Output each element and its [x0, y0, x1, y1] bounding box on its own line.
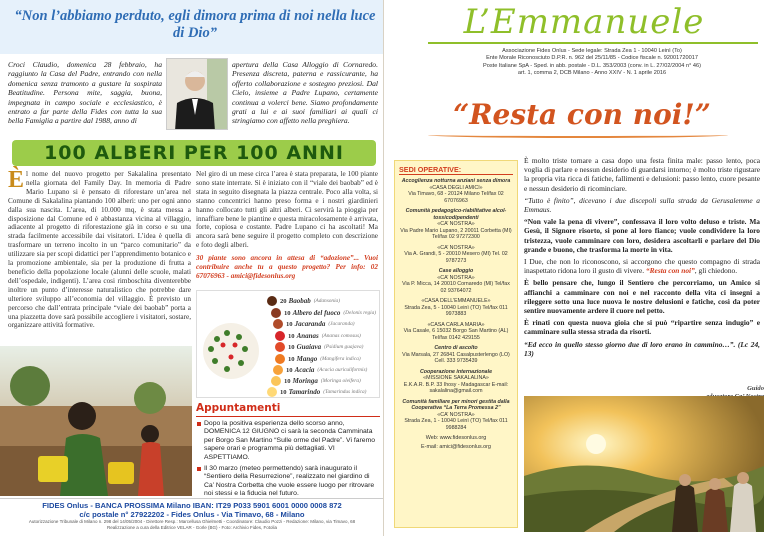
newsletter-title: L’Emmanuele — [463, 2, 705, 42]
legend-count: 10 — [286, 366, 293, 374]
legend-jacaranda — [273, 318, 355, 330]
location-name: «CASA DELL’EMMANUELE» — [421, 298, 491, 304]
paragraph-text: , gli chiedono. — [694, 266, 738, 276]
children-planting-photo — [0, 346, 192, 496]
location-entry — [399, 369, 513, 395]
email-link[interactable]: E-mail: amici@fidesonlus.org — [421, 443, 491, 450]
legend-count: 10 — [280, 388, 287, 396]
drop-cap: È — [8, 167, 25, 193]
legend-latin: (Acacia auriculiformis) — [317, 367, 368, 373]
legend-name: Mango — [296, 355, 318, 363]
legend-latin: (Ananas comosus) — [321, 333, 361, 339]
legend-name: Guaiava — [296, 343, 322, 351]
project-article-right — [196, 170, 378, 281]
website-link[interactable]: Web: www.fidesonlus.org — [425, 435, 487, 441]
location-entry — [399, 268, 513, 294]
location-category: Accoglienza notturna anziani senza dimora — [401, 178, 511, 184]
publication-info-line: Ente Morale Riconosciuto D.P.R. n. 962 del 25/11/85 - Codice fiscale n. 92001720017 — [486, 55, 698, 62]
banner-title: 100 ALBERI PER 100 ANNI — [44, 142, 344, 164]
legend-latin: (Psidium guajava) — [324, 344, 364, 350]
location-address: Via P. Micca, 14 20010 Cornaredo (MI) Tel/fax 02 93764072 — [402, 281, 510, 294]
publication-info-line: Poste Italiane SpA - Sped. in abb. postale - D.L. 353/2003 (conv. in L. 27/02/2004 n° 46) — [483, 62, 701, 69]
masthead-rule — [428, 42, 758, 44]
legend-baobab — [267, 295, 340, 307]
article-body-left: l nome del nuovo progetto per Sakalalina presentato nella giornata del Family Day. In memoria di Padre Mario Lupano si è pensato di riforestare un’area nel Comune di Sakalalina piantando 100 alberi: uno per ogni anno dalla sua nascita. L’area, di 10.000 mq, è stata messa a disposizione dal Comune ed è abbastanza vicina al villaggio, adiacente al progetto di riforestazione già in corso e su una strada facilmente accessibile dai visitatori. L’idea è quella di trasformare un terreno incolto in un “parco comunitario” da utilizzare sia per scopi didattici per l’apprendimento botanico e la promozione ambientale, sia per la produzione di frutta a beneficio della popolazione locale (alunni delle scuole, malati dell’ospedale, indigenti). L’area cosi rimboschita diventerebbe inoltre un punto d’interesse naturalistico che potrebbe dare ulteriore sviluppo all’economia del villaggio. È previsto un percorso che dall’entrata principale “viale dei baobab” porta a una piazzetta dove sarà possibile accogliere i visitatori, sostare, organizzare attività formative. — [8, 170, 191, 330]
legend-count: 10 — [284, 309, 291, 317]
editorial-paragraph: È rinati con questa nuova gioia che si può “ripartire senza indugio” e camminare sulla stessa strada da risorti. — [524, 318, 760, 337]
memorial-quote: “Non l’abbiamo perduto, egli dimora prima di noi nella luce di Dio” — [14, 8, 376, 41]
article-body-right: Nel giro di un mese circa l’area è stata preparata, le 100 piante sono state interrate. Si è iniziato con il “viale dei baobab” ed è stata in seguito disegnata la piazza centrale. Poco alla volta, si stanno concentrici hanno preso forma e i nostri giardinieri hanno collocato tutti gli altri alberi. Ci servirà la pioggia per innaffiare bene le piantine e questa miracolosamente è arrivata, forte, copiosa e costante. Padre Lupano ci ha ascoltati! Ma ancora sarà bene seguire il progetto completo con descrizione e foto degli alberi. — [196, 170, 378, 250]
location-address: Strada Zea, 5 - 10040 Leinì (TO) Tel/fax 011 9973883 — [404, 304, 508, 317]
legend-guaiava — [275, 341, 363, 353]
adoption-appeal: 30 piante sono ancora in attesa di “adozione”... Vuoi contribuire anche tu a questo progetto? Per info: 02 67076963 - amici@fidesonlus.org — [196, 254, 378, 280]
operating-locations-sidebar — [394, 160, 518, 528]
editorial-paragraph: È bello pensare che, lungo il Sentiero che percorriamo, un Amico si affianchi a camminare con noi e nel racconto della vita ci insegni a rileggere sotto una luce nuova le nostre delusioni e fatiche, così da poter sentire nuovamente ardere il cuore nel petto. — [524, 278, 760, 316]
legend-name: Albero del fuoco — [292, 309, 341, 317]
publication-info — [420, 48, 764, 78]
headline-swoosh — [428, 132, 728, 138]
location-name: «CA’ NOSTRA» — [437, 244, 475, 251]
editorial-headline: “Resta con noi!” — [453, 98, 711, 131]
location-category: Case alloggio — [438, 268, 474, 274]
author-name: Guido — [747, 385, 764, 392]
project-banner — [12, 140, 376, 166]
location-entry — [399, 178, 513, 204]
appointments-title: Appuntamenti — [196, 402, 380, 417]
location-address: Via Padre Mario Lupano, 2 20011 Corbetta (MI) Tel/fax 02 97272300 — [400, 227, 512, 240]
location-entry — [399, 245, 513, 265]
sidebar-title: SEDI OPERATIVE: — [399, 165, 513, 175]
legend-name: Jacaranda — [294, 320, 326, 328]
quote-header — [0, 0, 384, 54]
appointment-item: Dopo la positiva esperienza dello scorso anno, DOMENICA 12 GIUGNO ci sarà la seconda Camminata per Borgo San Martino “Sulle orme del Padre”. Vi faremo sapere orari e programma più dettagliati. VI ASPETTIAMO. — [196, 420, 380, 462]
legend-dot — [271, 308, 281, 318]
legend-dot — [275, 354, 285, 364]
bank-iban: FIDES Onlus - BANCA PROSSIMA Milano IBAN: IT29 P033 5901 6001 0000 0008 872 — [42, 501, 342, 510]
legend-dot — [267, 296, 277, 306]
legend-latin: (Delonix regia) — [343, 310, 377, 316]
legend-dot — [273, 319, 283, 329]
tree-species-legend — [196, 290, 380, 398]
legend-latin: (Jacaranda) — [328, 321, 355, 327]
paragraph-text: I Due, che non lo riconoscono, si accorgono che questo compagno di strada inaspettato ridona loro il gusto di vivere. — [524, 257, 760, 276]
location-name: «MISSIONE SAKALALINA» — [423, 375, 489, 381]
location-name: «CASA CARLA MARIA» — [427, 321, 485, 328]
appointment-item: Il 30 marzo (meteo permettendo) sarà inaugurato il “Sentiero della Resurrezione”, realizzato nel giardino di Ca’ Nostra Corbetta che vuole essere luogo per ritrovare noi stessi e la fiducia nel futuro. — [196, 465, 380, 499]
location-entry — [399, 208, 513, 241]
editorial-paragraph: È molto triste tornare a casa dopo una festa finita male: passo lento, poca voglia di parlare e nessun desiderio di guardarsi intorno; è molto triste rigustare la propria vita ricca di fatiche, fallimenti e delusioni: passo lento, cuore pesante e nessun desiderio di ricominciare. — [524, 156, 760, 193]
location-category: Centro di ascolto — [434, 345, 478, 351]
location-name: «CA’ NOSTRA» — [437, 274, 475, 281]
scripture-quote: “Ed ecco in quello stesso giorno due di loro erano in cammino…”. (Lc 24, 13) — [524, 339, 760, 358]
legend-dot — [267, 387, 277, 397]
legend-count: 10 — [288, 343, 295, 351]
editorial-paragraph — [524, 257, 760, 275]
legend-dot — [271, 376, 281, 386]
location-address: Strada Zea, 1 - 10040 Leinì (TO) Tel/fax 011 9988284 — [404, 418, 508, 431]
resta-con-noi-quote: “Resta con noi” — [645, 266, 695, 276]
location-address: Via Casale, 6 15032 Borgo San Martino (AL) Tel/fax 0142 429155 — [403, 328, 509, 341]
legend-dot — [275, 331, 285, 341]
newsletter-right-page — [384, 0, 768, 536]
legend-dot — [273, 365, 283, 375]
bank-footer — [0, 498, 384, 536]
obituary-text-left: Croci Claudio, domenica 28 febbraio, ha raggiunto la Casa del Padre, entrando con nella domenica senza tramonto a gustare la sospirata Beatitudine. Persona mite, saggia, buona, impegnata in campo sociale e ecclesiastico, è entrato a far parte della Fides con tutta la sua bella Famiglia a partire dal 1988, anno di — [8, 60, 162, 126]
location-entry — [399, 345, 513, 365]
project-article-left — [8, 167, 191, 330]
legend-dot — [275, 342, 285, 352]
location-name: «CASA DEGLI AMICI» — [429, 184, 483, 191]
legend-latin: (Adansonia) — [313, 298, 340, 304]
legend-latin: (Moringa oleifera) — [320, 378, 361, 384]
location-category: Comunità pedagogico-riabilitative alcol-tossicodipendenti — [405, 208, 507, 221]
location-address: Via Timavo, 68 - 20124 Milano Tel/fax 02 67076963 — [408, 191, 504, 204]
obituary-portrait — [166, 58, 228, 130]
legend-name: Moringa — [292, 377, 318, 385]
publication-info-line: Associazione Fides Onlus - Sede legale: Strada Zea 1 - 10040 Leinì (To) — [502, 48, 682, 54]
legend-count: 20 — [280, 297, 287, 305]
legend-count: 10 — [284, 377, 291, 385]
road-to-emmaus-painting — [524, 396, 764, 532]
publication-info-line: art. 1, comma 2, DCB Milano - Anno XXIV - N. 1 aprile 2016 — [517, 70, 667, 77]
legend-count: 10 — [288, 355, 295, 363]
production-credits: Realizzazione a cura della Editrice VELAR - Gorle (BG) - Foto: Archivio Fides, Fotolia — [106, 525, 278, 530]
legend-name: Acacia — [294, 366, 315, 374]
location-address: Via A. Grandi, 5 - 20010 Mesero (MI) Tel. 02 9787273 — [404, 251, 508, 264]
editorial-paragraph: “Tutto è finito”, dicevano i due discepoli sulla strada da Gerusalemme a Emmaus. — [524, 195, 760, 215]
location-entry — [399, 399, 513, 432]
location-entry — [399, 298, 513, 318]
masthead — [384, 0, 768, 100]
postal-account: c/c postale n° 27922202 - Fides Onlus - Via Timavo, 68 - Milano — [79, 510, 305, 519]
legend-count: 10 — [288, 332, 295, 340]
location-category: Cooperazione internazionale — [419, 368, 493, 375]
obituary-text-right: apertura della Casa Alloggio di Cornaredo. Presenza discreta, paterna e rassicurante, ha offerto collaborazione e sostegno preziosi. Dal Cielo, insieme a Padre Lupano, certamente continua a volerci bene. Siamo profondamente grati a lui e ai suoi familiari ai quali ci stringiamo con affetto nella preghiera. — [232, 60, 378, 126]
legend-name: Ananas — [296, 332, 319, 340]
legend-name: Baobab — [288, 297, 311, 305]
appointments-box — [196, 402, 380, 500]
location-category: Comunità familiare per minori gestita dalla Cooperativa “La Terra Promessa 2” — [402, 398, 510, 411]
location-address: Via Marsala, 27 26841 Casalpusterlengo (LO) Cell. 333 9735439 — [402, 351, 510, 364]
legend-latin: (Tamarindus indica) — [323, 389, 367, 395]
legend-tamarindo — [267, 386, 366, 398]
location-entry — [399, 322, 513, 342]
location-name: «CA’ NOSTRA» — [437, 411, 475, 418]
editorial-body — [524, 156, 760, 361]
legend-count: 10 — [286, 320, 293, 328]
legend-latin: (Mangifera indica) — [320, 356, 361, 362]
legal-credits: Autorizzazione Tribunale di Milano n. 298 del 14/05/2004 - Direttore Resp.: Marcellusa Ghielmetti - Coordinatore: Claudio Pozzi - Redazione: Milano, via Timavo, 68 — [28, 519, 356, 524]
legend-name: Tamarindo — [288, 388, 321, 396]
location-name: «CA’ NOSTRA» — [437, 221, 475, 227]
editorial-paragraph: “Non vale la pena di vivere”, confessava il loro volto deluso e triste. Ma Gesù, il Signore risorto, si pone al loro fianco; vuole condividere la loro tristezza, vuole camminare con loro, desidera ascoltarli e parlare del Dio grande e buono, che trasforma la morte in vita. — [524, 217, 760, 254]
location-address: E.K.A.R. B.P. 33 Ihosy - Madagascar E-mail: sakalalina@gmail.com — [403, 381, 509, 394]
